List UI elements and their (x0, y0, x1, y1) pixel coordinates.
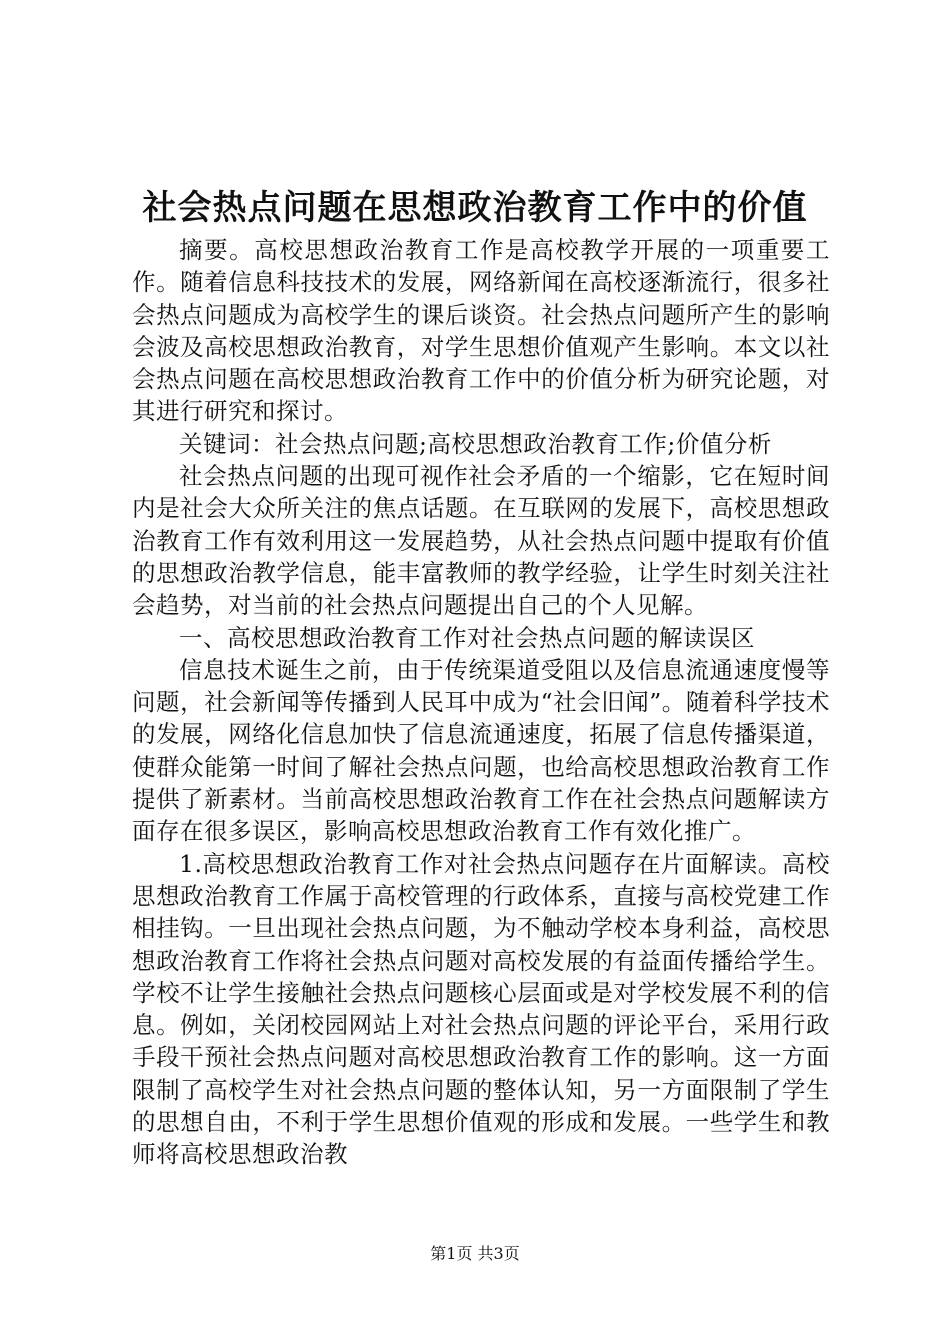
section-heading: 一、高校思想政治教育工作对社会热点问题的解读误区 (179, 623, 755, 652)
body-paragraph: 1.高校思想政治教育工作对社会热点问题存在片面解读。高校思想政治教育工作属于高校管理的行政体系，直接与高校党建工作相挂钩。一旦出现社会热点问题，为不触动学校本身利益，高校思想政治教育工作将社会热点问题对高校发展的有益面传播给学生。学校不让学生接触社会热点问题核心层面或是对学校发展不利的信息。例如，关闭校园网站上对社会热点问题的评论平台，采用行政手段干预社会热点问题对高校思想政治教育工作的影响。这一方面限制了高校学生对社会热点问题的整体认知，另一方面限制了学生的思想自由，不利于学生思想价值观的形成和发展。一些学生和教师将高校思想政治教 (132, 849, 830, 1169)
body-paragraph: 信息技术诞生之前，由于传统渠道受阻以及信息流通速度慢等问题，社会新闻等传播到人民耳中成为“社会旧闻”。随着科学技术的发展，网络化信息加快了信息流通速度，拓展了信息传播渠道，使群众能第一时间了解社会热点问题，也给高校思想政治教育工作提供了新素材。当前高校思想政治教育工作在社会热点问题解读方面存在很多误区，影响高校思想政治教育工作有效化推广。 (132, 655, 830, 846)
page-number-footer: 第1页 共3页 (430, 1244, 520, 1263)
intro-paragraph: 社会热点问题的出现可视作社会矛盾的一个缩影，它在短时间内是社会大众所关注的焦点话题。在互联网的发展下，高校思想政治教育工作有效利用这一发展趋势，从社会热点问题中提取有价值的思想政治教学信息，能丰富教师的教学经验，让学生时刻关注社会趋势，对当前的社会热点问题提出自己的个人见解。 (132, 462, 830, 620)
keywords-paragraph: 关键词：社会热点问题;高校思想政治教育工作;价值分析 (179, 429, 772, 458)
abstract-paragraph: 摘要。高校思想政治教育工作是高校教学开展的一项重要工作。随着信息科技技术的发展，网络新闻在高校逐渐流行，很多社会热点问题成为高校学生的课后谈资。社会热点问题所产生的影响会波及高校思想政治教育，对学生思想价值观产生影响。本文以社会热点问题在高校思想政治教育工作中的价值分析为研究论题，对其进行研究和探讨。 (132, 236, 830, 426)
document-title: 社会热点问题在思想政治教育工作中的价值 (142, 188, 808, 228)
document-body (132, 234, 830, 1171)
